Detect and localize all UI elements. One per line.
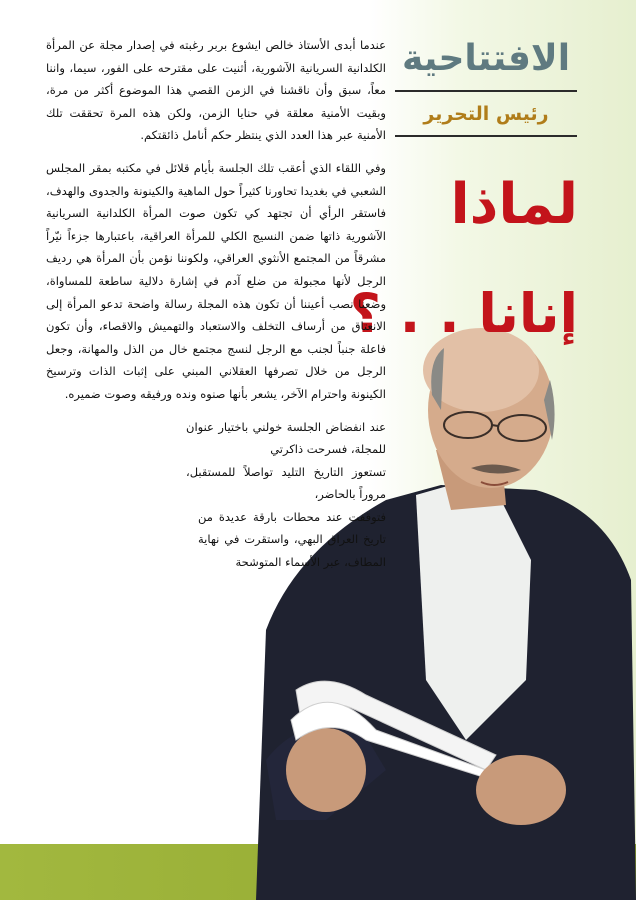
article-paragraph-2: وفي اللقاء الذي أعقب تلك الجلسة بأيام قلائل في مكتبه بمقر المجلس الشعبي في بغديدا تحاورنا كثيراً حول الماهية والكينونة والجدوى والهدف، فاستقر الرأي أن تجتهد كي تكون صوت المرأة الكلدانية السريانية الآشورية ذاتها ضمن النسيج الكلي للمرأة العراقية، باعتبارها جزءاً نيّراً مشرقاً من المجتمع الأنثوي العراقي، ولكوننا نؤمن بأن المرأة هي رديف الرجل لأنها مجبولة من ضلع آدم في إشارة دلالية ساطعة للمساواة، وضعنا نصب أعيننا أن تكون هذه المجلة رسالة واضحة تدعو المرأة إلى الانعتاق من أرساف التخلف والاستعباد والتهميش والاقصاء، وأن تكون فاعلة جنباً لجنب مع الرجل لنسج مجتمع خال من الذل والمهانة، وجعل الرجل من خلال تصرفها العقلاني المبني على إثبات الذات وترسيخ الكينونة واحترام الآخر، يشعر بأنها صنوه ونده ورفيقه وصوت ضميره.: [46, 160, 386, 401]
header-rule-top: [395, 90, 577, 92]
author-role: رئيس التحرير: [423, 103, 549, 125]
headline-line-2: إنانا . . ؟: [349, 282, 578, 345]
article-paragraph-3b: تستعوز التاريخ التليد تواصلاً للمستقبل، مروراً بالحاضر،: [186, 464, 386, 502]
section-header: [395, 36, 577, 82]
section-title: الافتتاحية: [401, 38, 571, 79]
headline-line-1: لماذا: [450, 172, 578, 237]
article-body: [46, 34, 386, 574]
header-rule-bottom: [395, 135, 577, 137]
article-paragraph-3c: فتوقفت عند محطات بارقة عديدة من تاريخ العراق البهي، واستقرت في نهاية المطاف، عبر الأسماء المتوشحة: [198, 509, 386, 570]
article-paragraph-3a: عند انفضاض الجلسة خولني باختيار عنوان للمجلة، فسرحت ذاكرتي: [186, 419, 386, 457]
article-paragraph-1: عندما أبدى الأستاذ خالص ايشوع بربر رغبته في إصدار مجلة عن المرأة الكلدانية السريانية الآشورية، أثنيت على مقترحه على الفور، سيما، واننا معاً، سبق وأن ناقشنا في الزمن القصي هذا الموضوع أكثر من مرة، وبقيت الأمنية معلقة في حنايا الزمن، ولكن هذه المرة تحققت تلك الأمنية عبر هذا العدد الذي ينتظر حكم أنامل ذائقتكم.: [46, 38, 386, 143]
